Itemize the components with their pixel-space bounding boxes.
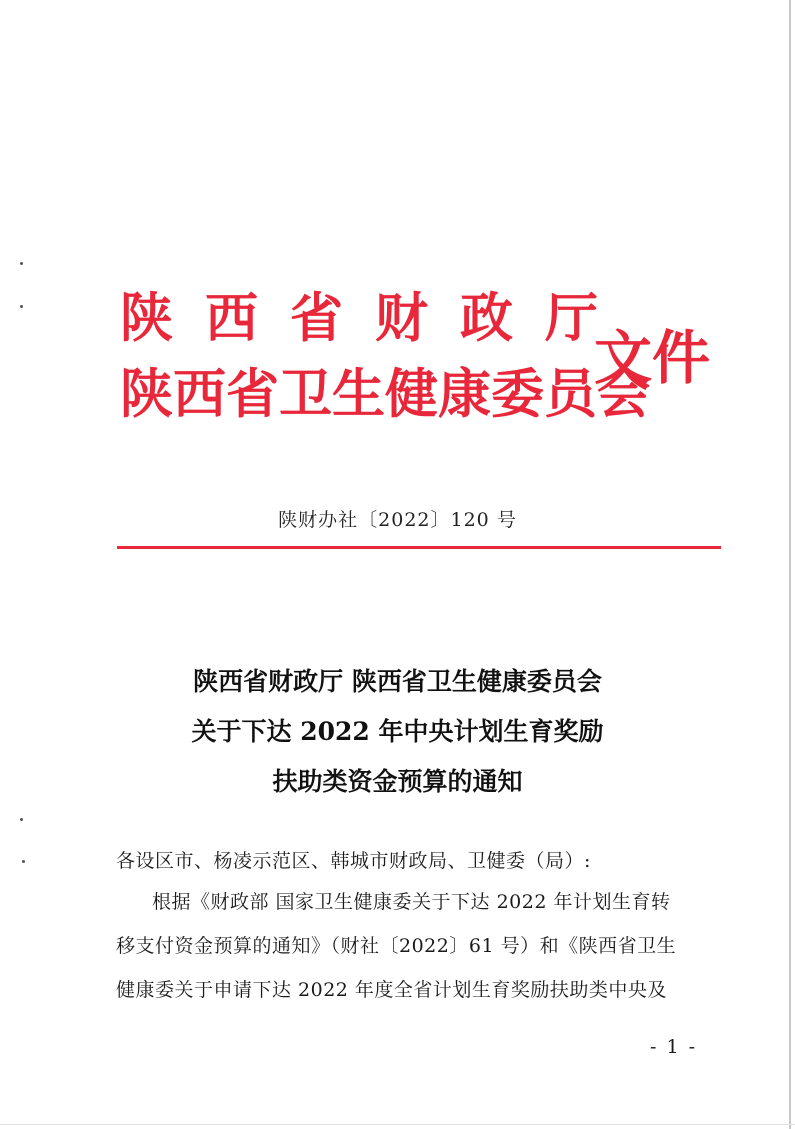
masthead-issuer-finance: 陕西省财政厅	[120, 287, 630, 349]
red-separator-line	[117, 546, 721, 549]
title-line-2: 关于下达 2022 年中央计划生育奖励	[191, 717, 604, 746]
masthead-issuer-health: 陕西省卫生健康委员会	[120, 363, 650, 425]
body-line-2: 移支付资金预算的通知》（财社〔2022〕61 号）和《陕西省卫生	[116, 935, 677, 957]
document-number: 陕财办社〔2022〕120 号	[278, 509, 517, 531]
masthead-document-word: 文件	[594, 324, 711, 392]
scan-speck	[20, 262, 23, 265]
body-line-3: 健康委关于申请下达 2022 年度全省计划生育奖励扶助类中央及	[116, 979, 667, 1001]
scan-edge-bottom	[0, 1124, 795, 1125]
salutation: 各设区市、杨凌示范区、韩城市财政局、卫健委（局）:	[116, 850, 591, 872]
body-line-1: 根据《财政部 国家卫生健康委关于下达 2022 年计划生育转	[152, 891, 671, 913]
scan-speck	[20, 305, 23, 308]
scan-speck	[20, 818, 23, 821]
scan-edge-right	[789, 0, 791, 1129]
title-line-1: 陕西省财政厅 陕西省卫生健康委员会	[193, 667, 602, 696]
scan-speck	[22, 860, 25, 863]
page-number: - 1 -	[650, 1036, 698, 1058]
title-line-3: 扶助类资金预算的通知	[272, 767, 523, 796]
